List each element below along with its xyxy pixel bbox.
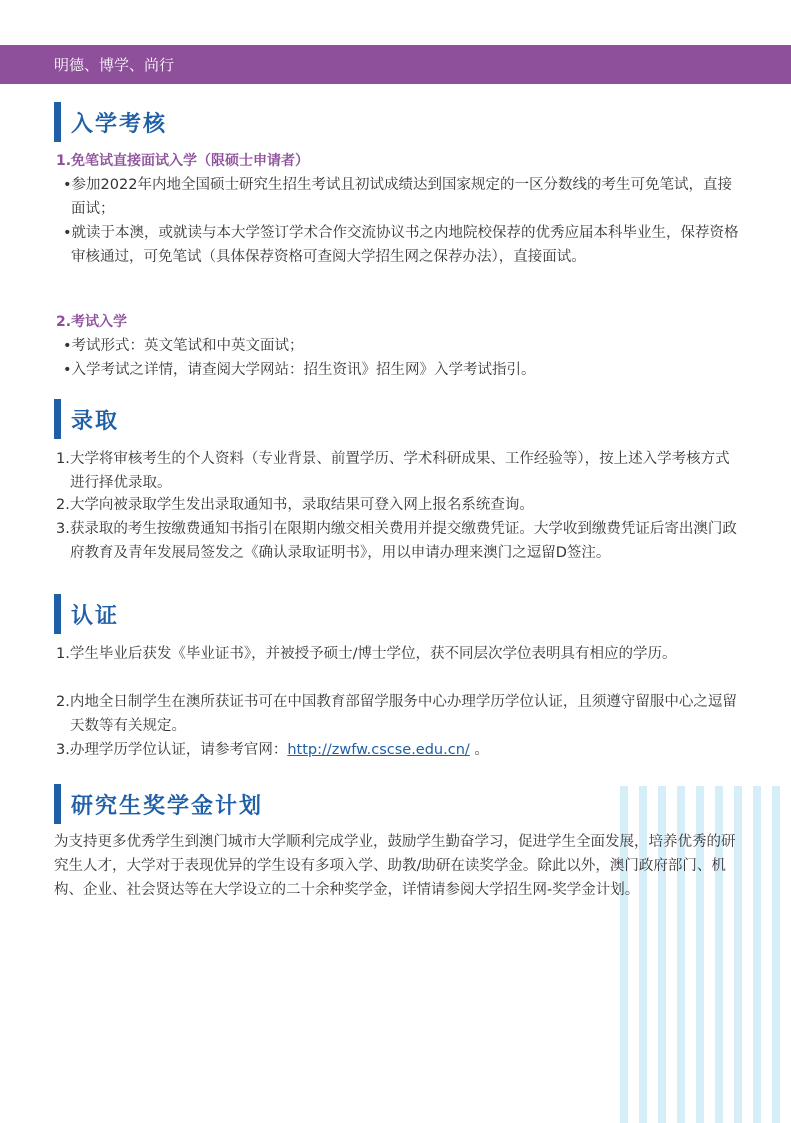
list-item: 3.获录取的考生按缴费通知书指引在限期内缴交相关费用并提交缴费凭证。大学收到缴费凭证后寄出澳门政府教育及青年发展局签发之《确认录取证明书》，用以申请办理来澳门之逗留D签注。 [56,521,737,561]
list-item [56,738,738,762]
section-certification-heading [54,594,119,634]
section-admission-exam-heading [54,102,167,142]
header-bar [0,45,791,84]
header-motto: 明德、博学、尚行 [54,56,175,74]
list-item: •入学考试之详情，请查阅大学网站：招生资讯》招生网》入学考试指引。 [63,362,536,378]
list-item-text: 。 [469,742,489,758]
section-marker [54,399,61,439]
section-marker [54,594,61,634]
list-item: 1.学生毕业后获发《毕业证书》，并被授予硕士/博士学位，获不同层次学位表明具有相应的学历。 [56,646,677,662]
list-item-text: 3.办理学历学位认证，请参考官网： [56,742,288,758]
section-marker [54,102,61,142]
list-item: 2.大学向被录取学生发出录取通知书，录取结果可登入网上报名系统查询。 [56,497,534,513]
section-scholarship-heading [54,784,263,824]
section-title: 录取 [71,408,120,434]
list-item: •考试形式：英文笔试和中英文面试； [63,338,304,354]
list-item: •就读于本澳，或就读与本大学签订学术合作交流协议书之内地院校保荐的优秀应届本科毕业生，保荐资格审核通过，可免笔试（具体保荐资格可查阅大学招生网之保荐办法），直接面试。 [63,225,739,265]
paragraph: 为支持更多优秀学生到澳门城市大学顺利完成学业，鼓励学生勤奋学习，促进学生全面发展，培养优秀的研究生人才，大学对于表现优异的学生设有多项入学、助教/助研在读奖学金。除此以外，澳门政府部门、机构、企业、社会贤达等在大学设立的二十余种奖学金，详情请参阅大学招生网-奖学金计划。 [54,834,736,898]
subsection-title: 1.免笔试直接面试入学（限硕士申请者） [56,153,310,169]
section-title: 认证 [71,603,120,629]
section-title: 入学考核 [71,111,168,137]
section-enrollment-heading [54,399,119,439]
section-marker [54,784,61,824]
list-item: •参加2022年内地全国硕士研究生招生考试且初试成绩达到国家规定的一区分数线的考生可免笔试，直接面试； [63,177,732,217]
subsection-title: 2.考试入学 [56,314,128,330]
section-title: 研究生奖学金计划 [71,793,264,819]
list-item: 1.大学将审核考生的个人资料（专业背景、前置学历、学术科研成果、工作经验等），按上述入学考核方式进行择优录取。 [56,451,730,491]
list-item: 2.内地全日制学生在澳所获证书可在中国教育部留学服务中心办理学历学位认证，且须遵守留服中心之逗留天数等有关规定。 [56,694,737,734]
official-website-link[interactable]: http://zwfw.cscse.edu.cn/ [287,742,470,758]
